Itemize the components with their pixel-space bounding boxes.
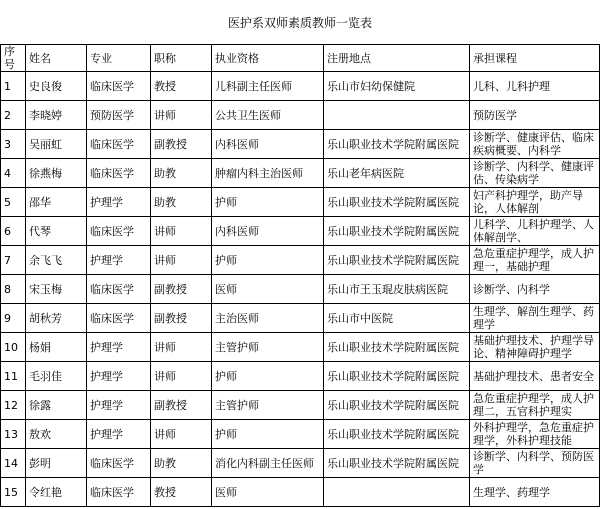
table-row — [1, 246, 600, 275]
cell-title: 讲师 — [151, 217, 212, 246]
cell-name: 徐燕梅 — [26, 159, 87, 188]
cell-courses: 基础护理技术、患者安全 — [470, 362, 600, 391]
cell-qualification: 护师 — [212, 246, 324, 275]
cell-title: 讲师 — [151, 246, 212, 275]
cell-qualification: 主治医师 — [212, 304, 324, 333]
cell-name: 徐露 — [26, 391, 87, 420]
cell-title: 助教 — [151, 449, 212, 478]
cell-qualification: 内科医师 — [212, 130, 324, 159]
cell-major: 临床医学 — [87, 130, 151, 159]
cell-title: 助教 — [151, 188, 212, 217]
cell-qualification: 护师 — [212, 420, 324, 449]
cell-index: 15 — [1, 478, 26, 507]
cell-name: 吴丽虹 — [26, 130, 87, 159]
cell-title: 讲师 — [151, 333, 212, 362]
cell-registration: 乐山职业技术学院附属医院 — [324, 362, 470, 391]
cell-name: 史良俊 — [26, 72, 87, 101]
cell-qualification: 主管护师 — [212, 391, 324, 420]
table-body — [1, 72, 600, 507]
cell-name: 宋玉梅 — [26, 275, 87, 304]
cell-qualification: 内科医师 — [212, 217, 324, 246]
cell-registration: 乐山职业技术学院附属医院 — [324, 188, 470, 217]
table-row — [1, 391, 600, 420]
table-row — [1, 478, 600, 507]
cell-index: 3 — [1, 130, 26, 159]
cell-courses: 诊断学、内科学 — [470, 275, 600, 304]
col-header-courses: 承担课程 — [470, 45, 600, 72]
cell-title: 助教 — [151, 159, 212, 188]
table-row — [1, 275, 600, 304]
cell-courses: 诊断学、健康评估、临床疾病概要、内科学 — [470, 130, 600, 159]
table-row — [1, 449, 600, 478]
cell-courses: 预防医学 — [470, 101, 600, 130]
table-row — [1, 72, 600, 101]
cell-index: 1 — [1, 72, 26, 101]
cell-index: 9 — [1, 304, 26, 333]
cell-registration: 乐山市妇幼保健院 — [324, 72, 470, 101]
cell-courses: 妇产科护理学，助产导论，人体解剖 — [470, 188, 600, 217]
col-header-name: 姓名 — [26, 45, 87, 72]
table-row — [1, 362, 600, 391]
table-row — [1, 217, 600, 246]
cell-major: 护理学 — [87, 391, 151, 420]
cell-name: 李晓婷 — [26, 101, 87, 130]
table-row — [1, 420, 600, 449]
cell-name: 邵华 — [26, 188, 87, 217]
cell-courses: 生理学、解剖生理学、药理学 — [470, 304, 600, 333]
cell-registration: 乐山市王玉琨皮肤病医院 — [324, 275, 470, 304]
cell-major: 临床医学 — [87, 159, 151, 188]
cell-courses: 诊断学、内科学、健康评估、传染病学 — [470, 159, 600, 188]
cell-qualification: 医师 — [212, 275, 324, 304]
cell-title: 副教授 — [151, 304, 212, 333]
cell-name: 敖欢 — [26, 420, 87, 449]
table-row — [1, 159, 600, 188]
cell-index: 12 — [1, 391, 26, 420]
cell-qualification: 儿科副主任医师 — [212, 72, 324, 101]
cell-major: 临床医学 — [87, 72, 151, 101]
cell-index: 4 — [1, 159, 26, 188]
cell-name: 彭明 — [26, 449, 87, 478]
cell-major: 临床医学 — [87, 449, 151, 478]
cell-courses: 儿科学、儿科护理学、人体解剖学、 — [470, 217, 600, 246]
cell-major: 护理学 — [87, 333, 151, 362]
cell-name: 胡秋芳 — [26, 304, 87, 333]
col-header-major: 专业 — [87, 45, 151, 72]
col-header-title: 职称 — [151, 45, 212, 72]
cell-name: 毛羽佳 — [26, 362, 87, 391]
cell-name: 杨娟 — [26, 333, 87, 362]
header-row — [1, 45, 600, 72]
cell-index: 10 — [1, 333, 26, 362]
cell-major: 预防医学 — [87, 101, 151, 130]
cell-registration: 乐山职业技术学院附属医院 — [324, 449, 470, 478]
teacher-table — [0, 44, 600, 507]
table-title: 医护系双师素质教师一览表 — [0, 0, 600, 45]
cell-courses: 基础护理技术、护理学导论、精神障碍护理学 — [470, 333, 600, 362]
cell-index: 8 — [1, 275, 26, 304]
table-row — [1, 333, 600, 362]
cell-courses: 儿科、儿科护理 — [470, 72, 600, 101]
cell-title: 副教授 — [151, 391, 212, 420]
cell-name: 令红艳 — [26, 478, 87, 507]
col-header-qualification: 执业资格 — [212, 45, 324, 72]
cell-major: 护理学 — [87, 362, 151, 391]
table-row — [1, 304, 600, 333]
cell-registration: 乐山职业技术学院附属医院 — [324, 420, 470, 449]
cell-registration: 乐山职业技术学院附属医院 — [324, 217, 470, 246]
cell-qualification: 肿瘤内科主治医师 — [212, 159, 324, 188]
cell-index: 2 — [1, 101, 26, 130]
cell-registration — [324, 101, 470, 130]
table-row — [1, 101, 600, 130]
cell-title: 讲师 — [151, 362, 212, 391]
cell-index: 7 — [1, 246, 26, 275]
cell-qualification: 医师 — [212, 478, 324, 507]
cell-index: 6 — [1, 217, 26, 246]
cell-courses: 生理学、药理学 — [470, 478, 600, 507]
cell-registration: 乐山职业技术学院附属医院 — [324, 130, 470, 159]
cell-name: 代琴 — [26, 217, 87, 246]
cell-index: 5 — [1, 188, 26, 217]
cell-index: 14 — [1, 449, 26, 478]
cell-major: 临床医学 — [87, 275, 151, 304]
cell-major: 临床医学 — [87, 478, 151, 507]
col-header-registration: 注册地点 — [324, 45, 470, 72]
cell-qualification: 主管护师 — [212, 333, 324, 362]
cell-title: 副教授 — [151, 275, 212, 304]
cell-index: 13 — [1, 420, 26, 449]
cell-major: 临床医学 — [87, 304, 151, 333]
table-row — [1, 130, 600, 159]
cell-major: 护理学 — [87, 420, 151, 449]
cell-registration: 乐山市中医院 — [324, 304, 470, 333]
cell-name: 余飞飞 — [26, 246, 87, 275]
cell-major: 护理学 — [87, 188, 151, 217]
cell-major: 护理学 — [87, 246, 151, 275]
cell-registration: 乐山老年病医院 — [324, 159, 470, 188]
cell-qualification: 护师 — [212, 362, 324, 391]
cell-registration: 乐山职业技术学院附属医院 — [324, 391, 470, 420]
cell-title: 讲师 — [151, 420, 212, 449]
cell-registration — [324, 478, 470, 507]
cell-qualification: 公共卫生医师 — [212, 101, 324, 130]
cell-courses: 诊断学、内科学、预防医学 — [470, 449, 600, 478]
cell-title: 副教授 — [151, 130, 212, 159]
cell-registration: 乐山职业技术学院附属医院 — [324, 246, 470, 275]
cell-title: 教授 — [151, 478, 212, 507]
cell-major: 临床医学 — [87, 217, 151, 246]
cell-title: 教授 — [151, 72, 212, 101]
cell-index: 11 — [1, 362, 26, 391]
cell-courses: 外科护理学，急危重症护理学，外科护理技能 — [470, 420, 600, 449]
cell-registration: 乐山职业技术学院附属医院 — [324, 333, 470, 362]
table-row — [1, 188, 600, 217]
col-header-index: 序号 — [1, 45, 26, 72]
cell-title: 讲师 — [151, 101, 212, 130]
cell-courses: 急危重症护理学，成人护理一，基础护理 — [470, 246, 600, 275]
cell-qualification: 护师 — [212, 188, 324, 217]
cell-qualification: 消化内科副主任医师 — [212, 449, 324, 478]
cell-courses: 急危重症护理学，成人护理二，五官科护理实 — [470, 391, 600, 420]
